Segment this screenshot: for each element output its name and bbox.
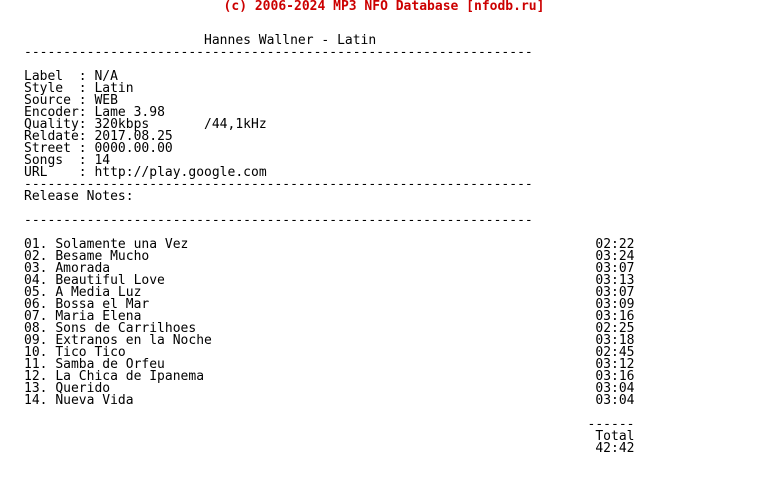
pad: : (78, 129, 95, 144)
track-name: Beautiful Love (55, 273, 165, 288)
total-time: 42:42 (595, 441, 635, 456)
separator: ----------------------------------------------------------------- (24, 213, 533, 228)
track-number: 07. (24, 309, 48, 324)
total-label: Total (595, 429, 635, 444)
track-number: 12. (24, 369, 48, 384)
track-name: Bossa el Mar (55, 297, 150, 312)
track-number: 13. (24, 381, 48, 396)
track-time: 03:07 (595, 285, 635, 300)
track-number: 04. (24, 273, 48, 288)
track-name: Sons de Carrilhoes (55, 321, 197, 336)
pad: : (78, 141, 95, 156)
separator-line (24, 215, 635, 227)
track-time: 03:13 (595, 273, 635, 288)
info-value: 320kbps /44,1kHz (94, 117, 267, 132)
separator-line (24, 47, 635, 59)
track-time: 03:04 (595, 381, 635, 396)
info-key: Encoder (24, 105, 79, 120)
pad: : (78, 93, 95, 108)
track-number: 08. (24, 321, 48, 336)
separator: ----------------------------------------------------------------- (24, 45, 533, 60)
nfo-text (24, 35, 635, 455)
pad: : (78, 69, 95, 84)
release-title: Hannes Wallner - Latin (204, 33, 377, 48)
track-number: 10. (24, 345, 48, 360)
track-number: 06. (24, 297, 48, 312)
info-value: http://play.google.com (94, 165, 267, 180)
track-time: 03:18 (595, 333, 635, 348)
info-key: Source (24, 93, 79, 108)
separator: ----------------------------------------------------------------- (24, 177, 533, 192)
info-value: N/A (94, 69, 118, 84)
track-name: Nueva Vida (55, 393, 134, 408)
site-header-link[interactable]: (c) 2006-2024 MP3 NFO Database [nfodb.ru] (223, 0, 545, 14)
info-key: URL (24, 165, 79, 180)
pad (24, 441, 595, 456)
info-value: WEB (94, 93, 118, 108)
track-number: 01. (24, 237, 48, 252)
track-time: 03:16 (595, 309, 635, 324)
track-time: 02:45 (595, 345, 635, 360)
track-time: 03:04 (595, 393, 635, 408)
track-number: 09. (24, 333, 48, 348)
track-name: Amorada (55, 261, 111, 276)
info-key: Songs (24, 153, 79, 168)
total-time-line (24, 443, 635, 455)
info-key: Quality (24, 117, 79, 132)
track-name: A Media Luz (55, 285, 142, 300)
pad: : (78, 117, 95, 132)
info-row (24, 143, 635, 155)
pad: : (78, 165, 95, 180)
info-value: Latin (94, 81, 134, 96)
track-name: Tico Tico (55, 345, 126, 360)
track-number: 03. (24, 261, 48, 276)
track-name: Samba de Orfeu (55, 357, 165, 372)
info-key: Reldate (24, 129, 79, 144)
info-value: Lame 3.98 (94, 105, 165, 120)
track-time: 02:25 (595, 321, 635, 336)
release-notes-line (24, 191, 635, 203)
track-name: Maria Elena (55, 309, 142, 324)
info-value: 0000.00.00 (94, 141, 173, 156)
track-time: 03:09 (595, 297, 635, 312)
track-number: 14. (24, 393, 48, 408)
track-time: 03:12 (595, 357, 635, 372)
release-notes-label: Release Notes: (24, 189, 134, 204)
track-row (24, 395, 635, 407)
pad (134, 393, 596, 408)
track-time: 03:16 (595, 369, 635, 384)
pad: : (78, 105, 95, 120)
total-rule: ------ (587, 417, 635, 432)
track-name: La Chica de Ipanema (55, 369, 205, 384)
track-name: Solamente una Vez (55, 237, 189, 252)
track-number: 02. (24, 249, 48, 264)
track-name: Extranos en la Noche (55, 333, 212, 348)
pad: : (78, 81, 95, 96)
track-number: 11. (24, 357, 48, 372)
track-number: 05. (24, 285, 48, 300)
track-name: Querido (55, 381, 111, 396)
track-time: 03:24 (595, 249, 635, 264)
track-name: Besame Mucho (55, 249, 150, 264)
info-key: Street (24, 141, 79, 156)
info-value: 14 (94, 153, 111, 168)
track-time: 02:22 (595, 237, 635, 252)
track-time: 03:07 (595, 261, 635, 276)
info-value: 2017.08.25 (94, 129, 173, 144)
info-key: Style (24, 81, 79, 96)
pad: : (78, 153, 95, 168)
info-key: Label (24, 69, 79, 84)
